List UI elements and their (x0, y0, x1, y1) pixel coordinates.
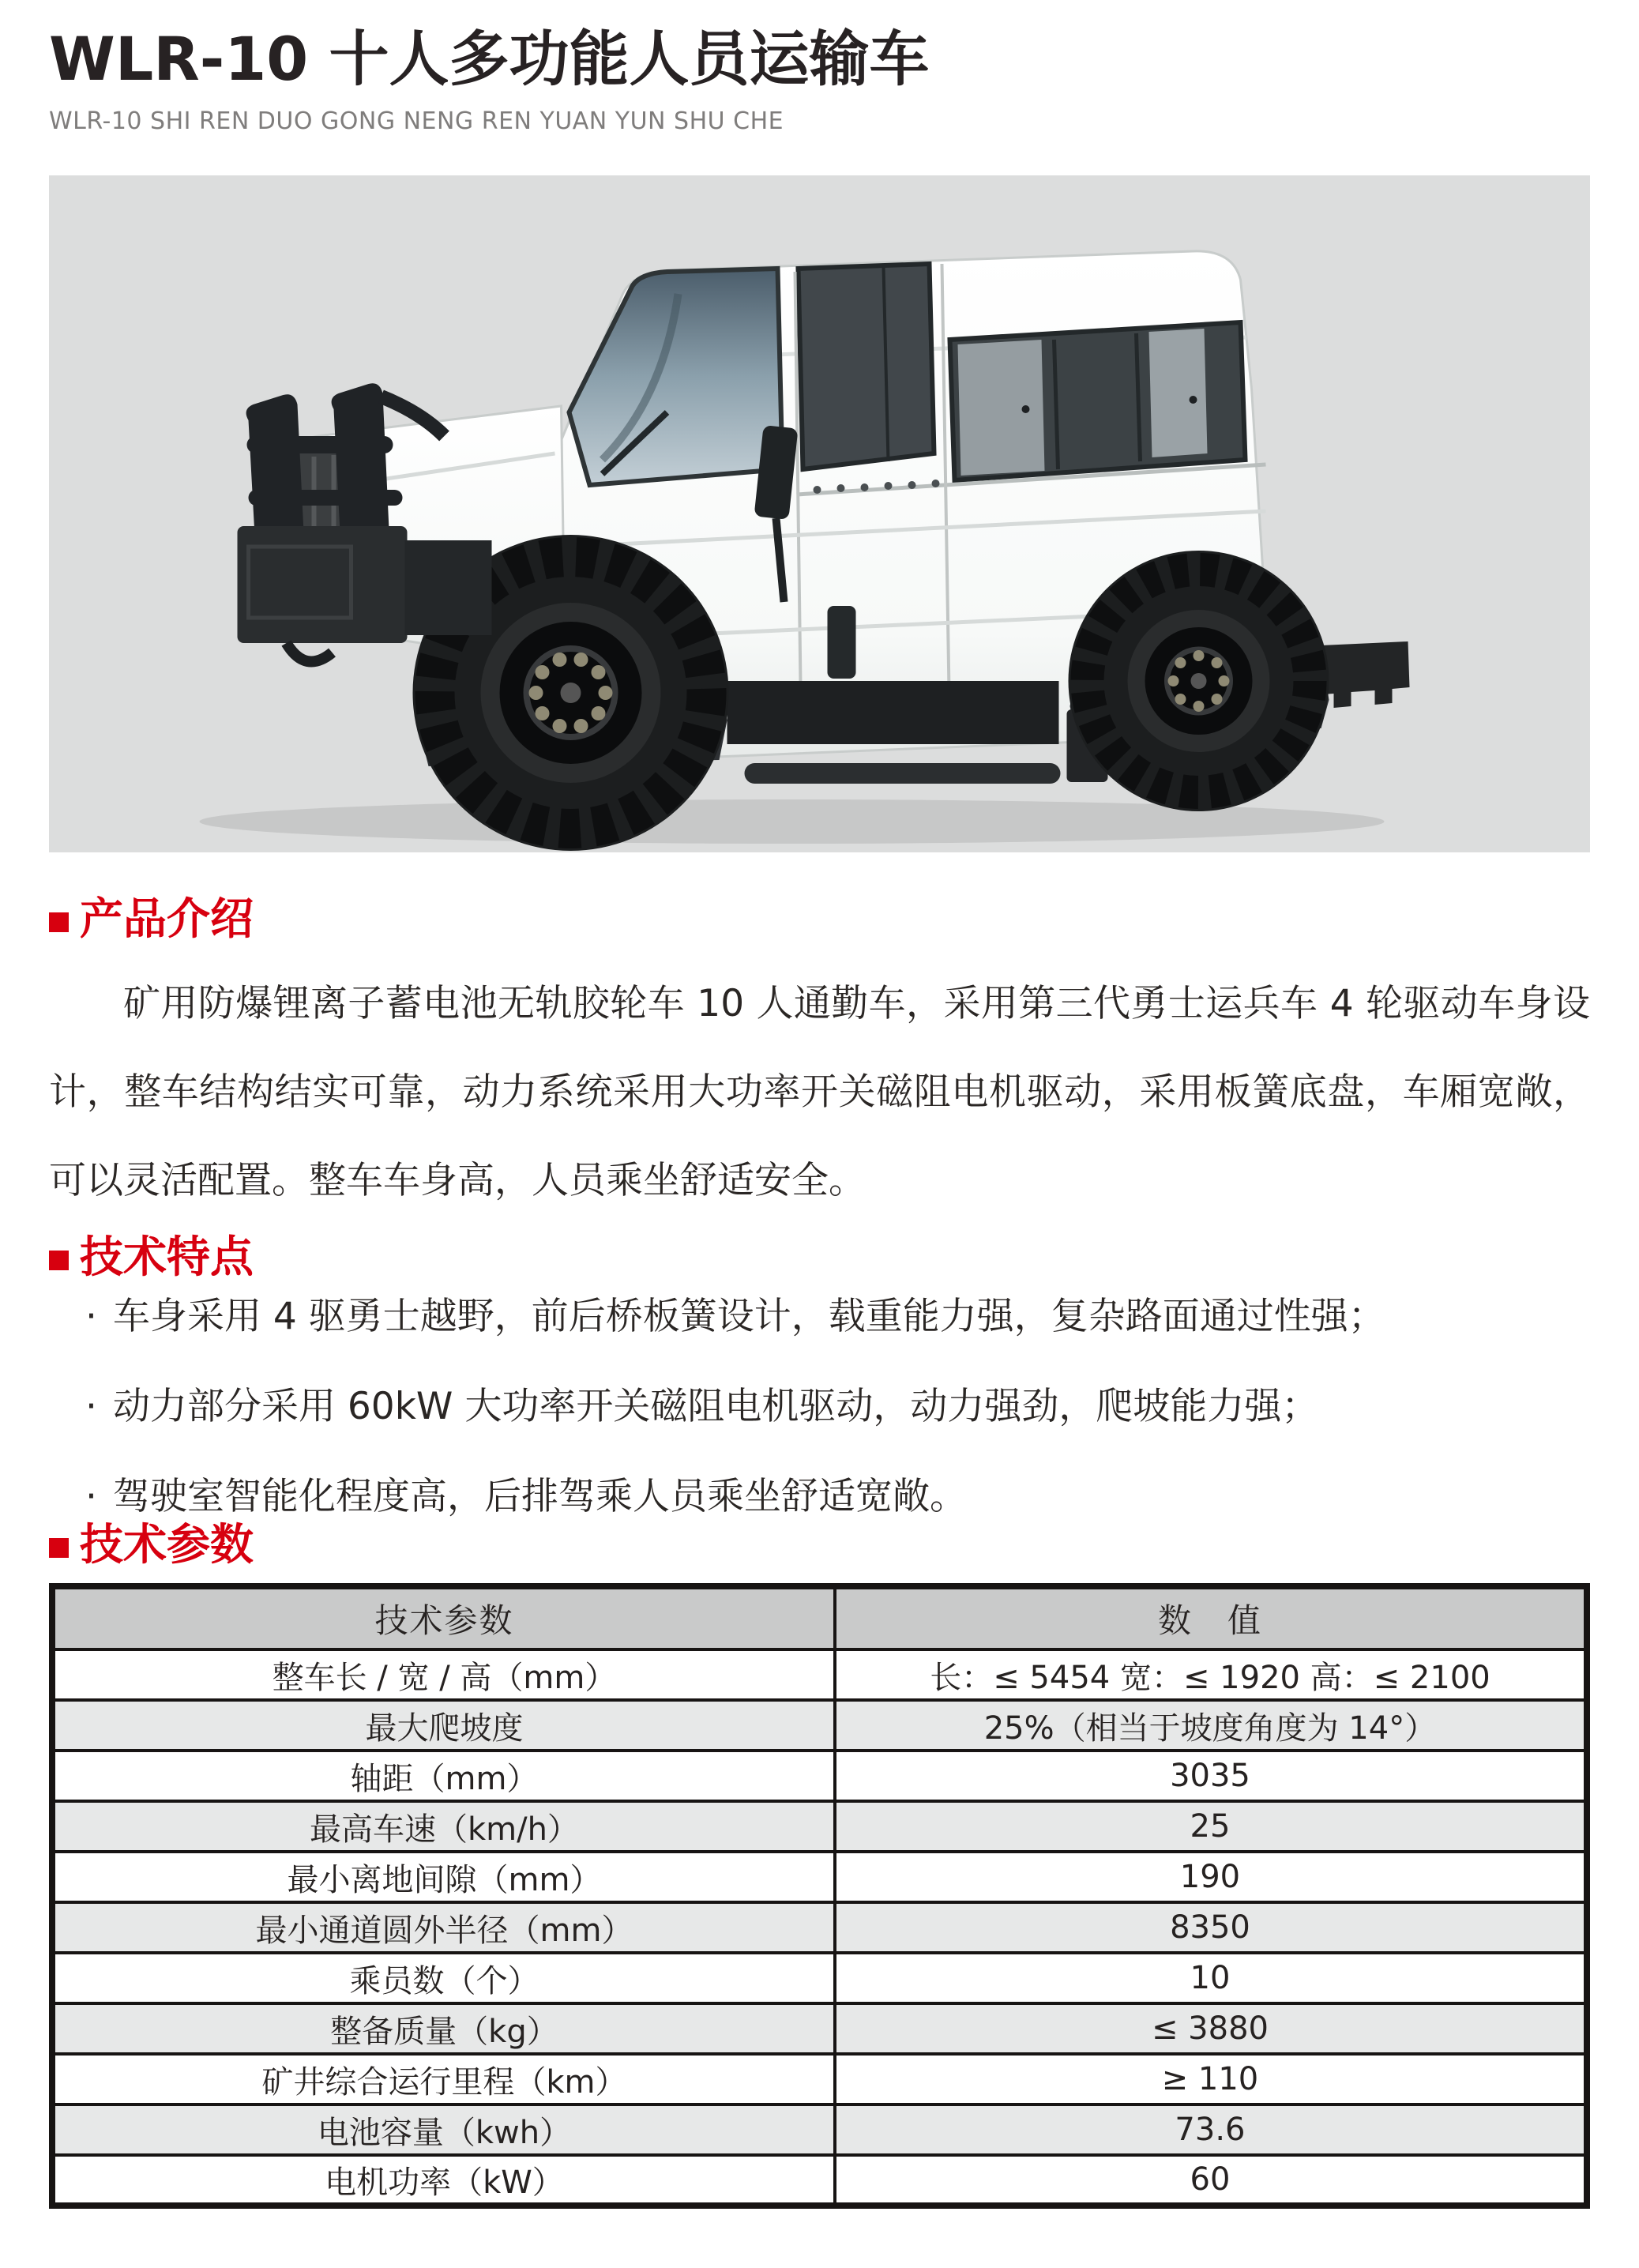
door-handle (828, 606, 856, 679)
spec-value-cell: 8350 (835, 1902, 1587, 1953)
feature-item (85, 1385, 1590, 1429)
rocker-step (745, 763, 1061, 784)
rear-wheel (1069, 551, 1329, 811)
section-intro (49, 893, 1590, 1225)
intro-heading-row (49, 893, 1590, 944)
feature-bullet-dot: · (85, 1385, 97, 1428)
spec-row (52, 2155, 1587, 2206)
intro-paragraph: 矿用防爆锂离子蓄电池无轨胶轮车 10 人通勤车，采用第三代勇士运兵车 4 轮驱动车身设计，整车结构结实可靠，动力系统采用大功率开关磁阻电机驱动，采用板簧底盘，车厢宽敞，可以灵活配置。整车车身高，人员乘坐舒适安全。 (49, 982, 1590, 1202)
side-window-pane-light-1 (958, 340, 1045, 476)
spec-row (52, 1902, 1587, 1953)
spec-row (52, 2003, 1587, 2054)
window-latch-2 (1190, 396, 1197, 404)
spec-value-cell: 长：≤ 5454 宽：≤ 1920 高：≤ 2100 (835, 1649, 1587, 1700)
spec-param-cell: 乘员数（个） (52, 1953, 835, 2003)
bumper-side (405, 540, 492, 635)
spec-param-cell: 最小离地间隙（mm） (52, 1852, 835, 1902)
page-title: WLR-10 十人多功能人员运输车 (49, 24, 930, 94)
spec-table-body (52, 1649, 1587, 2206)
spec-row (52, 2054, 1587, 2104)
spec-table-header-row (52, 1586, 1587, 1649)
chassis-dark (727, 681, 1059, 744)
section-features (49, 1232, 1590, 1519)
spec-param-cell: 最高车速（km/h） (52, 1801, 835, 1852)
intro-heading: 产品介绍 (80, 893, 254, 944)
specs-heading-row (49, 1519, 1590, 1570)
spec-value-cell: 10 (835, 1953, 1587, 2003)
spec-value-cell: 73.6 (835, 2104, 1587, 2155)
specs-heading: 技术参数 (80, 1519, 254, 1570)
door-window (799, 264, 934, 469)
spec-param-cell: 最大爬坡度 (52, 1700, 835, 1751)
feature-item (85, 1475, 1590, 1519)
spec-row (52, 1801, 1587, 1852)
spec-param-cell: 电池容量（kwh） (52, 2104, 835, 2155)
spec-row (52, 1852, 1587, 1902)
window-latch-1 (1022, 405, 1030, 413)
spec-param-cell: 整车长 / 宽 / 高（mm） (52, 1649, 835, 1700)
page-subtitle: WLR-10 SHI REN DUO GONG NENG REN YUAN YUN SHU CHE (49, 107, 784, 135)
spec-value-cell: 60 (835, 2155, 1587, 2206)
feature-item (85, 1295, 1590, 1339)
features-list (49, 1295, 1590, 1519)
spec-param-cell: 整备质量（kg） (52, 2003, 835, 2054)
spec-value-cell: 25 (835, 1801, 1587, 1852)
spec-row (52, 1700, 1587, 1751)
feature-bullet-dot: · (85, 1475, 97, 1518)
red-square-bullet-icon (49, 912, 69, 932)
spec-row (52, 1751, 1587, 1801)
spec-value-cell: ≥ 110 (835, 2054, 1587, 2104)
front-bumper (238, 526, 408, 643)
spec-col-value: 数 值 (835, 1586, 1587, 1649)
spec-row (52, 2104, 1587, 2155)
feature-text: 动力部分采用 60kW 大功率开关磁阻电机驱动，动力强劲，爬坡能力强； (112, 1385, 1319, 1428)
vehicle-illustration (49, 175, 1590, 852)
feature-text: 车身采用 4 驱勇士越野，前后桥板簧设计，载重能力强，复杂路面通过性强； (112, 1295, 1385, 1338)
spec-value-cell: ≤ 3880 (835, 2003, 1587, 2054)
spec-param-cell: 电机功率（kW） (52, 2155, 835, 2206)
red-square-bullet-icon (49, 1251, 69, 1270)
feature-text: 驾驶室智能化程度高，后排驾乘人员乘坐舒适宽敞。 (112, 1475, 967, 1518)
feature-bullet-dot: · (85, 1295, 97, 1338)
spec-row (52, 1953, 1587, 2003)
product-image (49, 175, 1590, 852)
tow-hook (287, 643, 333, 662)
section-specs (49, 1519, 1590, 2209)
spec-value-cell: 25%（相当于坡度角度为 14°） (835, 1700, 1587, 1751)
spec-row (52, 1649, 1587, 1700)
spec-param-cell: 矿井综合运行里程（km） (52, 2054, 835, 2104)
side-window-pane-light-2 (1149, 329, 1208, 457)
spec-param-cell: 最小通道圆外半径（mm） (52, 1902, 835, 1953)
spec-col-param: 技术参数 (52, 1586, 835, 1649)
features-heading-row (49, 1232, 1590, 1282)
features-heading: 技术特点 (80, 1232, 254, 1282)
red-square-bullet-icon (49, 1538, 69, 1558)
spec-value-cell: 3035 (835, 1751, 1587, 1801)
spec-value-cell: 190 (835, 1852, 1587, 1902)
spec-table (49, 1583, 1590, 2209)
spec-param-cell: 轴距（mm） (52, 1751, 835, 1801)
